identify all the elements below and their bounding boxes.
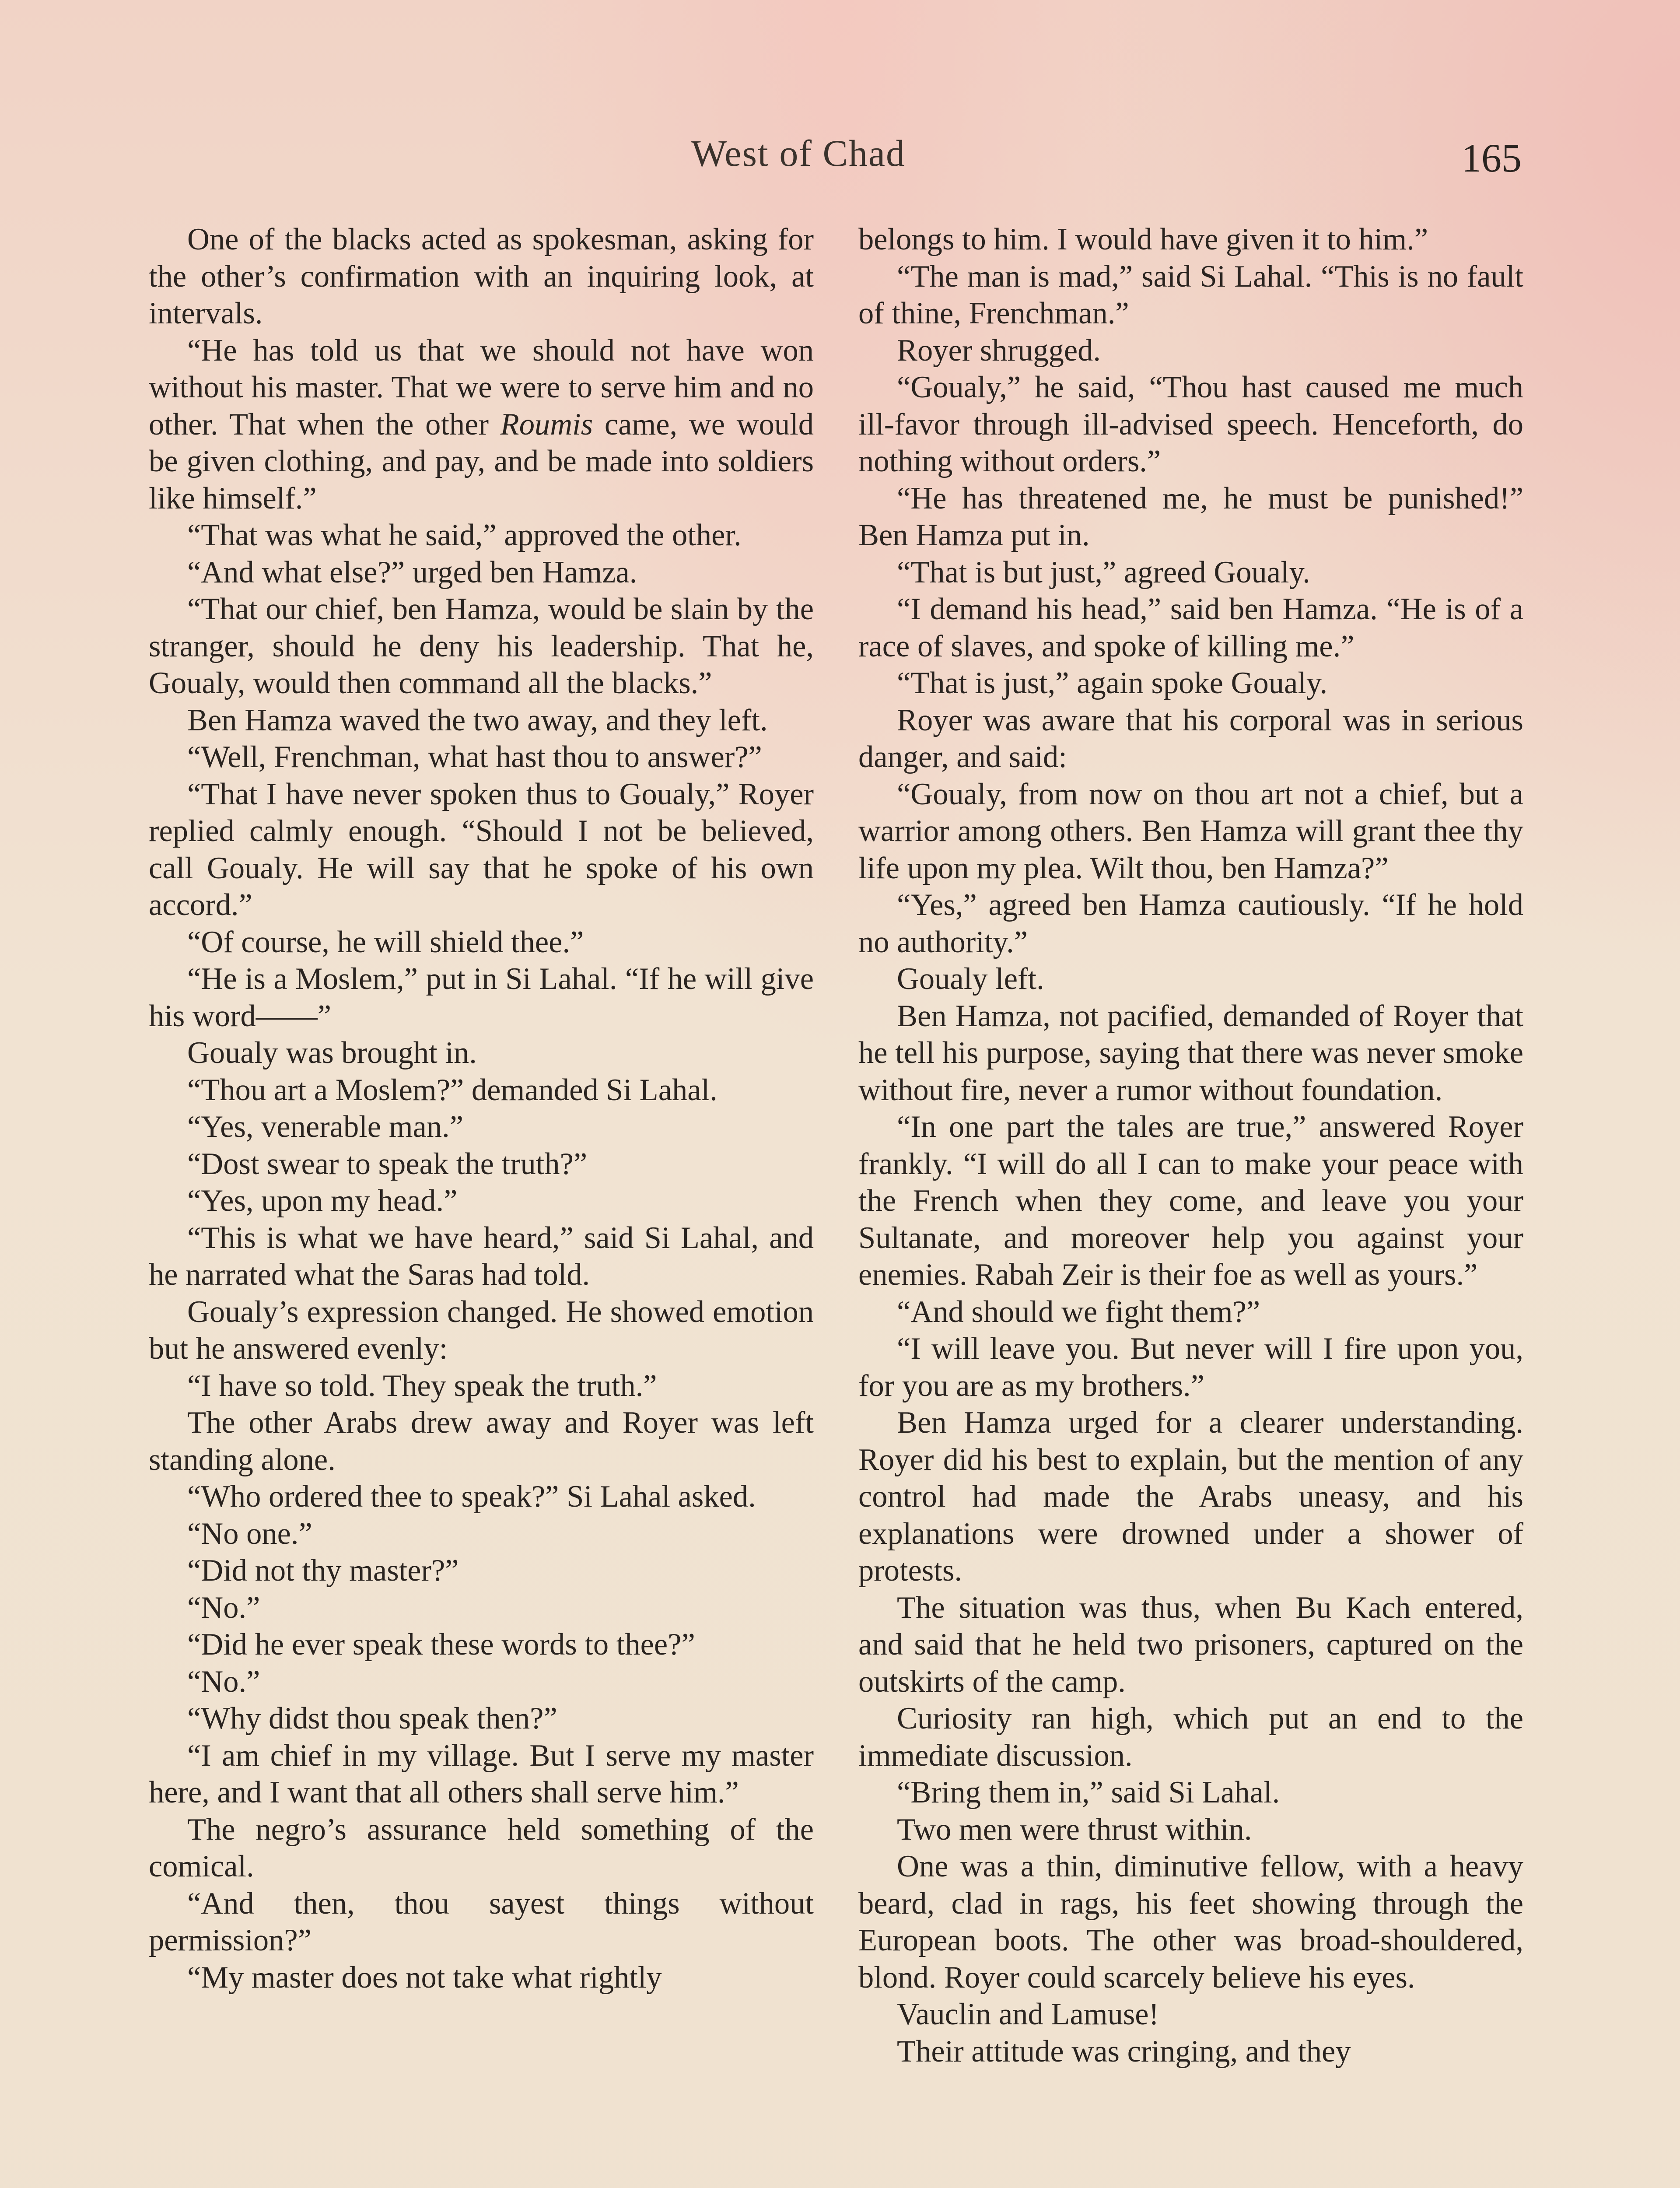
right-column xyxy=(858,221,1523,2070)
paragraph: “I demand his head,” said ben Hamza. “He is of a race of slaves, and spoke of killing me.” xyxy=(858,592,1523,663)
page-header xyxy=(0,131,1680,188)
paragraph: “Yes, upon my head.” xyxy=(187,1184,458,1218)
paragraph: Curiosity ran high, which put an end to the immediate discussion. xyxy=(858,1701,1523,1773)
paragraph: “Of course, he will shield thee.” xyxy=(187,925,584,959)
paragraph: One was a thin, diminutive fellow, with a heavy beard, clad in rags, his feet showing through the European boots. The other was broad-shouldered, blond. Royer could scarcely believe his eyes. xyxy=(858,1849,1523,1995)
paragraph: “Did he ever speak these words to thee?” xyxy=(187,1627,695,1662)
paragraph-text: “He has told us that we should not have won without his master. That we were to serve him and no other. That when the other xyxy=(149,333,814,442)
paragraph: “I will leave you. But never will I fire upon you, for you are as my brothers.” xyxy=(858,1332,1523,1403)
running-title: West of Chad xyxy=(691,132,906,174)
paragraph: One of the blacks acted as spokesman, asking for the other’s confirmation with an inquiring look, at intervals. xyxy=(149,222,814,330)
paragraph: Vauclin and Lamuse! xyxy=(897,1997,1159,2031)
paragraph: “No.” xyxy=(187,1590,260,1625)
paragraph: “Yes, venerable man.” xyxy=(187,1110,464,1144)
paragraph-text: came, we would be given clothing, and pay, and be made into soldiers like himself.” xyxy=(149,407,814,515)
left-column xyxy=(149,221,814,1996)
paragraph: “Why didst thou speak then?” xyxy=(187,1701,557,1736)
paragraph: “This is what we have heard,” said Si Lahal, and he narrated what the Saras had told. xyxy=(149,1220,814,1292)
paragraph: “And should we fight them?” xyxy=(897,1294,1260,1329)
paragraph: Ben Hamza urged for a clearer understanding. Royer did his best to explain, but the mention of any control had made the Arabs uneasy, and his explanations were drowned under a shower of protests. xyxy=(858,1406,1523,1588)
paragraph: “That is just,” again spoke Goualy. xyxy=(897,666,1328,700)
paragraph: The negro’s assurance held something of the comical. xyxy=(149,1812,814,1883)
paragraph: “That was what he said,” approved the other. xyxy=(187,518,742,552)
paragraph: “Thou art a Moslem?” demanded Si Lahal. xyxy=(187,1073,718,1107)
paragraph: The other Arabs drew away and Royer was left standing alone. xyxy=(149,1406,814,1477)
paragraph: “I am chief in my village. But I serve my master here, and I want that all others shall serve him.” xyxy=(149,1738,814,1809)
paragraph-with-italic xyxy=(149,332,814,517)
paragraph: The situation was thus, when Bu Kach entered, and said that he held two prisoners, captured on the outskirts of the camp. xyxy=(858,1590,1523,1699)
paragraph: “That our chief, ben Hamza, would be slain by the stranger, should he deny his leadership. That he, Goualy, would then command all the blacks.” xyxy=(149,592,814,700)
paragraph: “Well, Frenchman, what hast thou to answer?” xyxy=(187,740,762,774)
paragraph: Ben Hamza waved the two away, and they left. xyxy=(187,703,768,737)
paragraph: “Yes,” agreed ben Hamza cautiously. “If he hold no authority.” xyxy=(858,888,1523,959)
paragraph: “In one part the tales are true,” answered Royer frankly. “I will do all I can to make your peace with the French when they come, and leave you your Sultanate, and moreover help you against your enemies. Rabah Zeir is their foe as well as yours.” xyxy=(858,1110,1523,1292)
paragraph: “That is but just,” agreed Goualy. xyxy=(897,555,1310,589)
paragraph: “Goualy, from now on thou art not a chief, but a warrior among others. Ben Hamza will grant thee thy life upon my plea. Wilt thou, ben Hamza?” xyxy=(858,777,1523,885)
paragraph: Goualy was brought in. xyxy=(187,1036,477,1070)
paragraph: Goualy left. xyxy=(897,962,1044,996)
paragraph: Goualy’s expression changed. He showed emotion but he answered evenly: xyxy=(149,1294,814,1366)
paragraph: “And what else?” urged ben Hamza. xyxy=(187,555,637,589)
paragraph: “I have so told. They speak the truth.” xyxy=(187,1368,657,1403)
paragraph: Two men were thrust within. xyxy=(897,1812,1252,1847)
paragraph: “No one.” xyxy=(187,1516,312,1551)
paragraph: “My master does not take what rightly xyxy=(187,1960,662,1995)
page-number: 165 xyxy=(1461,136,1522,180)
paragraph-continued: belongs to him. I would have given it to him.” xyxy=(858,222,1428,256)
paragraph: “Dost swear to speak the truth?” xyxy=(187,1147,588,1181)
paragraph: “Did not thy master?” xyxy=(187,1553,459,1588)
paragraph: “No.” xyxy=(187,1664,260,1699)
paragraph: “Goualy,” he said, “Thou hast caused me much ill-favor through ill-advised speech. Henceforth, do nothing without orders.” xyxy=(858,370,1523,478)
paragraph: Royer shrugged. xyxy=(897,333,1101,368)
paragraph: Their attitude was cringing, and they xyxy=(897,2034,1351,2069)
paragraph: Ben Hamza, not pacified, demanded of Royer that he tell his purpose, saying that there was never smoke without fire, never a rumor without foundation. xyxy=(858,999,1523,1107)
paragraph: “That I have never spoken thus to Goualy,” Royer replied calmly enough. “Should I not be believed, call Goualy. He will say that he spoke of his own accord.” xyxy=(149,777,814,922)
italic-word: Roumis xyxy=(500,407,593,442)
paragraph: “The man is mad,” said Si Lahal. “This is no fault of thine, Frenchman.” xyxy=(858,259,1523,330)
paragraph: “He is a Moslem,” put in Si Lahal. “If he will give his word——” xyxy=(149,962,814,1033)
paragraph: “And then, thou sayest things without permission?” xyxy=(149,1886,814,1957)
paragraph: “He has threatened me, he must be punished!” Ben Hamza put in. xyxy=(858,481,1523,552)
paragraph: “Bring them in,” said Si Lahal. xyxy=(897,1775,1280,1809)
paragraph: “Who ordered thee to speak?” Si Lahal asked. xyxy=(187,1480,756,1514)
paragraph: Royer was aware that his corporal was in serious danger, and said: xyxy=(858,703,1523,774)
